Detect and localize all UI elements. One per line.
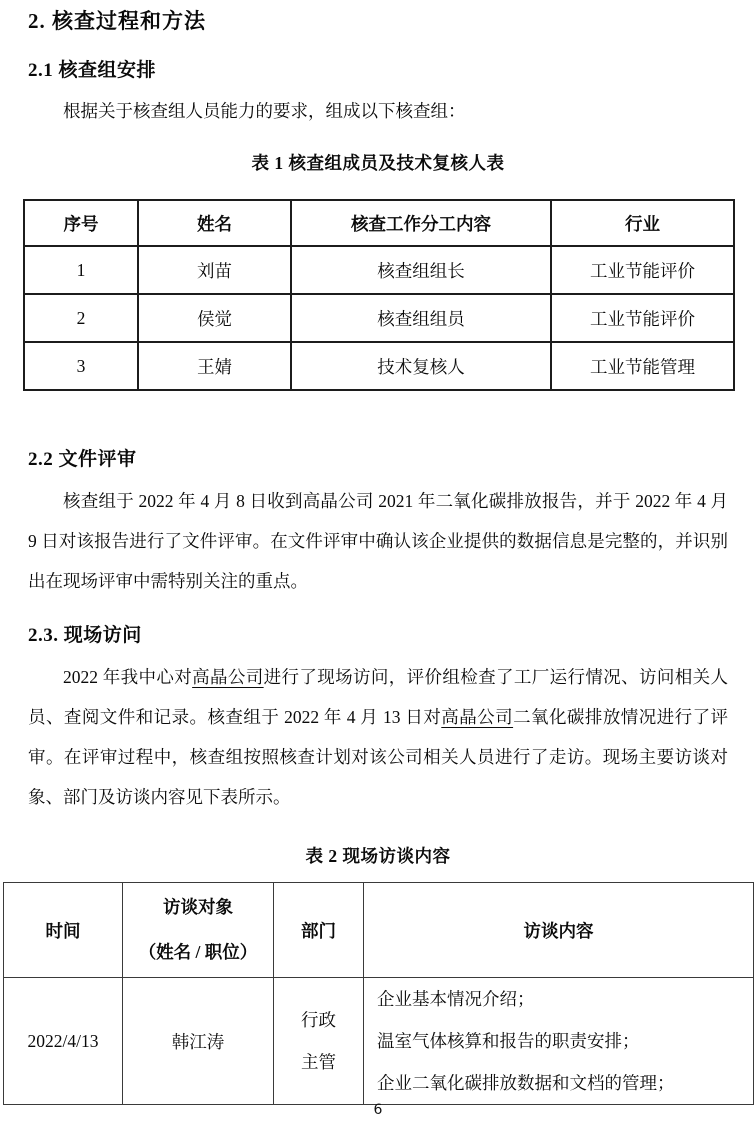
- table-1-header-row: [24, 200, 734, 246]
- cell-department: [274, 978, 364, 1105]
- section-2-2-paragraph: 核查组于 2022 年 4 月 8 日收到高晶公司 2021 年二氧化碳排放报告，并于 2022 年 4 月 9 日对该报告进行了文件评审。在文件评审中确认该企业提供的数据信息是完整的，并识别出在现场评审中需特别关注的重点。: [28, 491, 728, 591]
- page-number: 6: [373, 1102, 383, 1118]
- header-person-line1: 访谈对象: [163, 897, 233, 917]
- cell-role: 技术复核人: [291, 342, 551, 390]
- site-interview-table: [3, 882, 754, 1105]
- verification-team-table: [23, 199, 735, 391]
- cell-role: 核查组组长: [291, 246, 551, 294]
- cell-industry: 工业节能评价: [551, 246, 734, 294]
- section-2-2-heading: 2.2 文件评审: [28, 449, 137, 470]
- cell-seq: 3: [24, 342, 138, 390]
- section-2-heading: 2. 核查过程和方法: [28, 9, 206, 33]
- cell-role: 核查组组员: [291, 294, 551, 342]
- table-1-title: 表 1 核查组成员及技术复核人表: [251, 153, 505, 173]
- table-2-header-person: [123, 883, 274, 978]
- content-line: 温室气体核算和报告的职责安排；: [377, 1031, 640, 1051]
- cell-name: 王婧: [138, 342, 291, 390]
- header-person-line2: （姓名 / 职位）: [138, 942, 258, 962]
- cell-name: 侯觉: [138, 294, 291, 342]
- section-2-3-heading: 2.3. 现场访问: [28, 625, 142, 646]
- section-2-1-paragraph: 根据关于核查组人员能力的要求，组成以下核查组：: [63, 101, 466, 121]
- cell-seq: 2: [24, 294, 138, 342]
- table-2-title: 表 2 现场访谈内容: [305, 846, 451, 866]
- table-row: [24, 246, 734, 294]
- table-row: [24, 294, 734, 342]
- company-name-underlined: 高晶公司: [192, 667, 264, 687]
- paragraph-text: 二氧化碳排放情况进行了评审。在评审过程中，核查组按照核查计划对该公司相关人员进行了走访。现场主要访谈对象、部门及访谈内容见下表所示。: [28, 707, 729, 807]
- table-row: [4, 978, 754, 1105]
- section-2-3-paragraph: [28, 657, 728, 817]
- cell-industry: 工业节能评价: [551, 294, 734, 342]
- table-2-header-row: [4, 883, 754, 978]
- dept-line1: 行政: [301, 1010, 336, 1030]
- table-2-header-dept: 部门: [274, 883, 364, 978]
- content-line: 企业二氧化碳排放数据和文档的管理；: [377, 1073, 675, 1093]
- cell-seq: 1: [24, 246, 138, 294]
- cell-interview-content: [364, 978, 754, 1105]
- cell-interviewee: 韩江涛: [123, 978, 274, 1105]
- table-1-header-role: 核查工作分工内容: [291, 200, 551, 246]
- table-1-header-industry: 行业: [551, 200, 734, 246]
- dept-line2: 主管: [301, 1052, 336, 1072]
- cell-industry: 工业节能管理: [551, 342, 734, 390]
- content-line: 企业基本情况介绍；: [377, 989, 535, 1009]
- table-row: [24, 342, 734, 390]
- paragraph-text: 进行了现场访问，评价组检查了工厂运行情况、访问相关人员、查阅文件和记录。核查组于 2022 年 4 月 13 日对: [28, 667, 728, 727]
- section-2-1-heading: 2.1 核查组安排: [28, 60, 157, 81]
- table-2-header-time: 时间: [4, 883, 123, 978]
- table-1-header-name: 姓名: [138, 200, 291, 246]
- cell-interview-date: 2022/4/13: [4, 978, 123, 1105]
- paragraph-text: 2022 年我中心对: [63, 667, 193, 687]
- cell-name: 刘苗: [138, 246, 291, 294]
- table-2-header-content: 访谈内容: [364, 883, 754, 978]
- company-name-underlined: 高晶公司: [441, 707, 514, 727]
- table-1-header-seq: 序号: [24, 200, 138, 246]
